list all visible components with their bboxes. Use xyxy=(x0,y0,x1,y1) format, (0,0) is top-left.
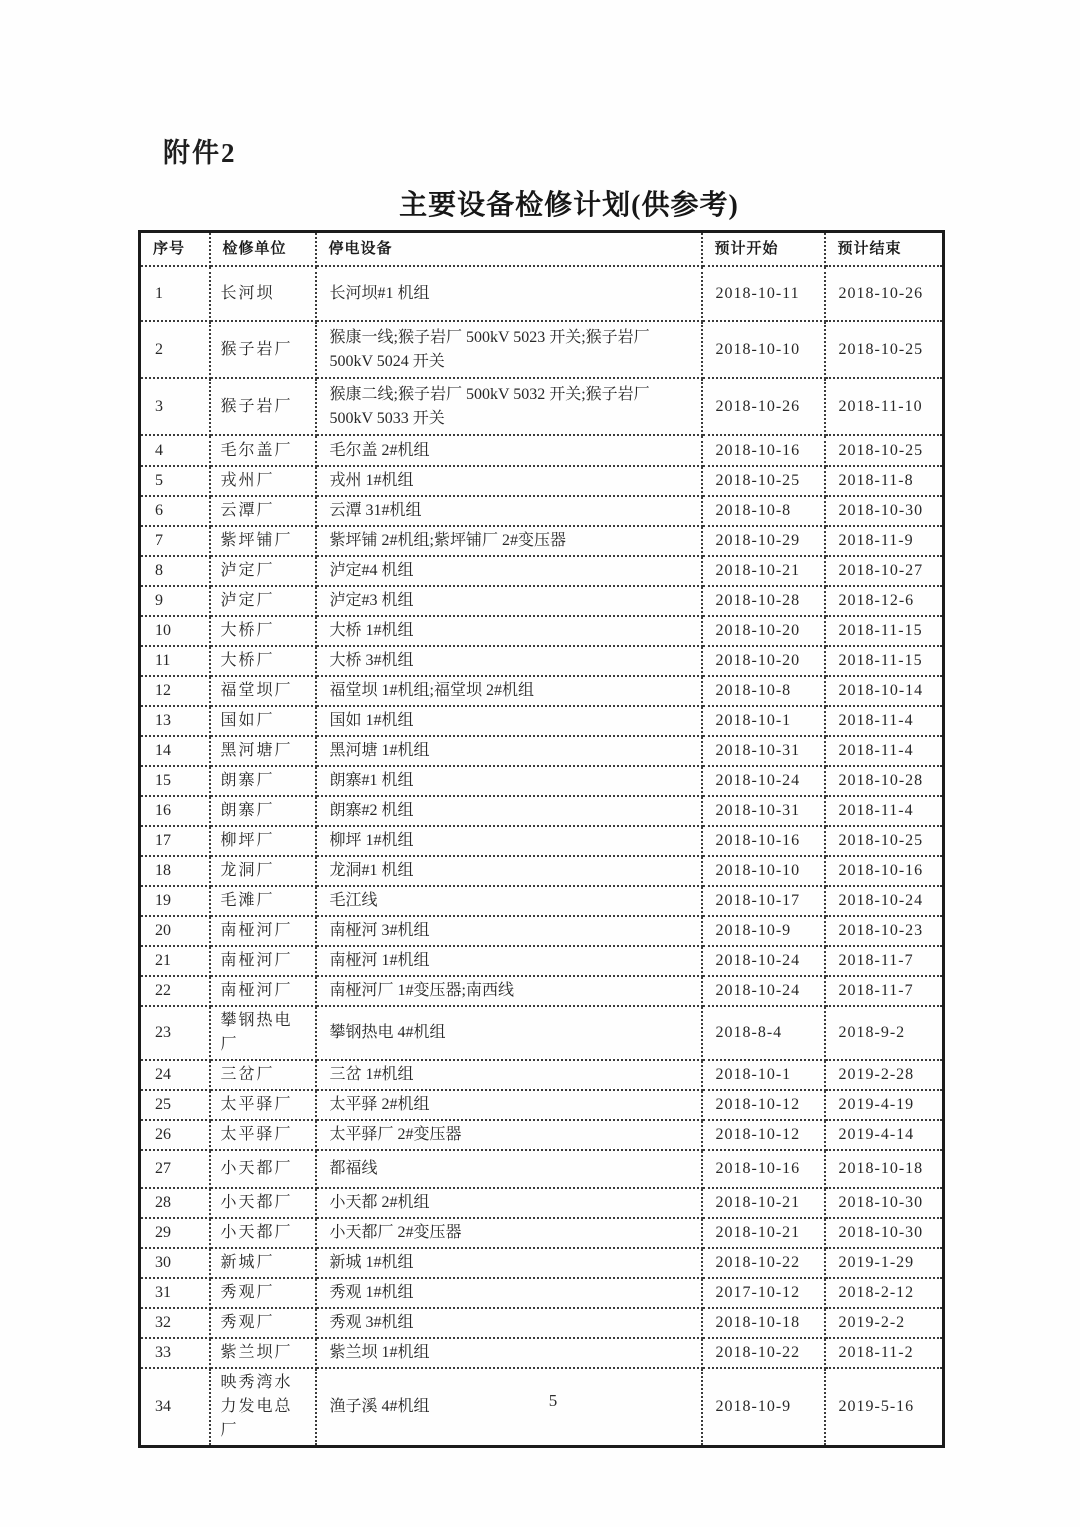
cell-no: 1 xyxy=(140,266,210,321)
cell-no: 25 xyxy=(140,1090,210,1120)
cell-no: 19 xyxy=(140,886,210,916)
cell-end: 2018-11-15 xyxy=(825,616,944,646)
cell-no: 5 xyxy=(140,466,210,496)
cell-no: 22 xyxy=(140,976,210,1006)
cell-no: 17 xyxy=(140,826,210,856)
cell-start: 2018-10-8 xyxy=(702,676,825,706)
cell-end: 2019-1-29 xyxy=(825,1248,944,1278)
cell-equipment: 长河坝#1 机组 xyxy=(316,266,702,321)
table-row xyxy=(140,1278,944,1308)
cell-end: 2018-10-16 xyxy=(825,856,944,886)
cell-start: 2018-10-8 xyxy=(702,496,825,526)
cell-end: 2019-4-14 xyxy=(825,1120,944,1150)
cell-unit: 长河坝 xyxy=(210,266,316,321)
cell-equipment: 黑河塘 1#机组 xyxy=(316,736,702,766)
cell-unit: 朗寨厂 xyxy=(210,766,316,796)
cell-unit: 映秀湾水力发电总厂 xyxy=(210,1368,316,1447)
cell-end: 2018-11-4 xyxy=(825,796,944,826)
cell-no: 21 xyxy=(140,946,210,976)
cell-end: 2019-4-19 xyxy=(825,1090,944,1120)
cell-end: 2018-2-12 xyxy=(825,1278,944,1308)
cell-start: 2018-10-16 xyxy=(702,826,825,856)
cell-start: 2018-10-21 xyxy=(702,1218,825,1248)
table-row xyxy=(140,266,944,321)
cell-start: 2018-10-16 xyxy=(702,435,825,466)
table-row xyxy=(140,736,944,766)
cell-start: 2018-10-18 xyxy=(702,1308,825,1338)
cell-equipment: 朗寨#2 机组 xyxy=(316,796,702,826)
cell-equipment: 攀钢热电 4#机组 xyxy=(316,1006,702,1060)
cell-no: 8 xyxy=(140,556,210,586)
cell-unit: 福堂坝厂 xyxy=(210,676,316,706)
cell-no: 6 xyxy=(140,496,210,526)
cell-unit: 攀钢热电厂 xyxy=(210,1006,316,1060)
table-row xyxy=(140,435,944,466)
cell-end: 2018-9-2 xyxy=(825,1006,944,1060)
cell-start: 2018-10-25 xyxy=(702,466,825,496)
cell-no: 11 xyxy=(140,646,210,676)
table-row xyxy=(140,586,944,616)
maintenance-plan-table xyxy=(138,230,945,1448)
cell-unit: 紫坪铺厂 xyxy=(210,526,316,556)
cell-unit: 龙洞厂 xyxy=(210,856,316,886)
cell-unit: 南桠河厂 xyxy=(210,916,316,946)
cell-end: 2018-10-25 xyxy=(825,321,944,378)
cell-equipment: 国如 1#机组 xyxy=(316,706,702,736)
cell-start: 2018-10-12 xyxy=(702,1090,825,1120)
cell-unit: 猴子岩厂 xyxy=(210,378,316,435)
table-row xyxy=(140,916,944,946)
cell-equipment: 大桥 3#机组 xyxy=(316,646,702,676)
cell-equipment: 渔子溪 4#机组 xyxy=(316,1368,702,1447)
cell-unit: 新城厂 xyxy=(210,1248,316,1278)
cell-end: 2018-10-24 xyxy=(825,886,944,916)
cell-unit: 大桥厂 xyxy=(210,616,316,646)
cell-equipment: 都福线 xyxy=(316,1150,702,1188)
cell-equipment: 三岔 1#机组 xyxy=(316,1060,702,1090)
cell-no: 9 xyxy=(140,586,210,616)
cell-end: 2018-11-8 xyxy=(825,466,944,496)
cell-start: 2018-10-20 xyxy=(702,616,825,646)
table-row xyxy=(140,886,944,916)
cell-unit: 黑河塘厂 xyxy=(210,736,316,766)
cell-equipment: 大桥 1#机组 xyxy=(316,616,702,646)
table-row xyxy=(140,1006,944,1060)
column-header-no: 序号 xyxy=(140,232,210,267)
cell-unit: 泸定厂 xyxy=(210,586,316,616)
cell-end: 2019-2-28 xyxy=(825,1060,944,1090)
cell-unit: 太平驿厂 xyxy=(210,1120,316,1150)
cell-no: 16 xyxy=(140,796,210,826)
table-row xyxy=(140,1338,944,1368)
cell-end: 2018-11-7 xyxy=(825,976,944,1006)
table-row xyxy=(140,496,944,526)
cell-start: 2018-10-12 xyxy=(702,1120,825,1150)
table-row xyxy=(140,676,944,706)
cell-equipment: 新城 1#机组 xyxy=(316,1248,702,1278)
table-row xyxy=(140,1218,944,1248)
table-row xyxy=(140,1060,944,1090)
cell-no: 2 xyxy=(140,321,210,378)
cell-equipment: 泸定#4 机组 xyxy=(316,556,702,586)
cell-equipment: 南桠河厂 1#变压器;南西线 xyxy=(316,976,702,1006)
cell-start: 2018-10-20 xyxy=(702,646,825,676)
cell-end: 2018-11-10 xyxy=(825,378,944,435)
cell-equipment: 戎州 1#机组 xyxy=(316,466,702,496)
cell-end: 2018-11-15 xyxy=(825,646,944,676)
cell-equipment: 南桠河 1#机组 xyxy=(316,946,702,976)
cell-no: 28 xyxy=(140,1188,210,1218)
column-header-equipment: 停电设备 xyxy=(316,232,702,267)
cell-equipment: 猴康一线;猴子岩厂 500kV 5023 开关;猴子岩厂 500kV 5024 开关 xyxy=(316,321,702,378)
cell-unit: 国如厂 xyxy=(210,706,316,736)
cell-equipment: 毛江线 xyxy=(316,886,702,916)
cell-equipment: 太平驿 2#机组 xyxy=(316,1090,702,1120)
column-header-unit: 检修单位 xyxy=(210,232,316,267)
cell-no: 27 xyxy=(140,1150,210,1188)
cell-unit: 毛滩厂 xyxy=(210,886,316,916)
cell-no: 10 xyxy=(140,616,210,646)
table-row xyxy=(140,1188,944,1218)
table-row xyxy=(140,646,944,676)
table-row xyxy=(140,556,944,586)
table-row xyxy=(140,1308,944,1338)
table-row xyxy=(140,466,944,496)
table-row xyxy=(140,766,944,796)
cell-start: 2018-10-21 xyxy=(702,1188,825,1218)
cell-equipment: 紫兰坝 1#机组 xyxy=(316,1338,702,1368)
cell-end: 2018-10-30 xyxy=(825,1188,944,1218)
column-header-end: 预计结束 xyxy=(825,232,944,267)
cell-no: 32 xyxy=(140,1308,210,1338)
cell-end: 2018-10-18 xyxy=(825,1150,944,1188)
cell-no: 26 xyxy=(140,1120,210,1150)
cell-start: 2018-10-28 xyxy=(702,586,825,616)
cell-no: 15 xyxy=(140,766,210,796)
cell-equipment: 朗寨#1 机组 xyxy=(316,766,702,796)
cell-unit: 毛尔盖厂 xyxy=(210,435,316,466)
page-number: 5 xyxy=(548,1391,558,1410)
cell-equipment: 龙洞#1 机组 xyxy=(316,856,702,886)
cell-end: 2018-12-6 xyxy=(825,586,944,616)
cell-equipment: 泸定#3 机组 xyxy=(316,586,702,616)
cell-equipment: 柳坪 1#机组 xyxy=(316,826,702,856)
cell-unit: 戎州厂 xyxy=(210,466,316,496)
cell-end: 2018-10-30 xyxy=(825,1218,944,1248)
table-row xyxy=(140,796,944,826)
cell-end: 2018-10-26 xyxy=(825,266,944,321)
cell-start: 2018-10-9 xyxy=(702,1368,825,1447)
cell-equipment: 南桠河 3#机组 xyxy=(316,916,702,946)
cell-start: 2018-10-10 xyxy=(702,856,825,886)
cell-start: 2018-10-24 xyxy=(702,976,825,1006)
table-row xyxy=(140,1248,944,1278)
cell-no: 31 xyxy=(140,1278,210,1308)
cell-start: 2018-10-26 xyxy=(702,378,825,435)
cell-end: 2018-11-2 xyxy=(825,1338,944,1368)
table-row xyxy=(140,616,944,646)
cell-unit: 南桠河厂 xyxy=(210,946,316,976)
cell-end: 2018-10-25 xyxy=(825,435,944,466)
cell-end: 2019-2-2 xyxy=(825,1308,944,1338)
cell-start: 2017-10-12 xyxy=(702,1278,825,1308)
cell-unit: 三岔厂 xyxy=(210,1060,316,1090)
cell-start: 2018-10-22 xyxy=(702,1248,825,1278)
cell-unit: 云潭厂 xyxy=(210,496,316,526)
cell-no: 20 xyxy=(140,916,210,946)
cell-no: 13 xyxy=(140,706,210,736)
cell-unit: 紫兰坝厂 xyxy=(210,1338,316,1368)
cell-equipment: 太平驿厂 2#变压器 xyxy=(316,1120,702,1150)
cell-end: 2018-10-14 xyxy=(825,676,944,706)
attachment-label: 附件2 xyxy=(163,138,237,168)
cell-start: 2018-10-1 xyxy=(702,1060,825,1090)
cell-no: 4 xyxy=(140,435,210,466)
table-row xyxy=(140,946,944,976)
cell-start: 2018-10-16 xyxy=(702,1150,825,1188)
cell-equipment: 猴康二线;猴子岩厂 500kV 5032 开关;猴子岩厂 500kV 5033 开关 xyxy=(316,378,702,435)
table-row xyxy=(140,976,944,1006)
cell-unit: 柳坪厂 xyxy=(210,826,316,856)
cell-unit: 朗寨厂 xyxy=(210,796,316,826)
table-row xyxy=(140,826,944,856)
cell-no: 30 xyxy=(140,1248,210,1278)
cell-equipment: 小天都厂 2#变压器 xyxy=(316,1218,702,1248)
cell-start: 2018-10-1 xyxy=(702,706,825,736)
cell-equipment: 秀观 3#机组 xyxy=(316,1308,702,1338)
cell-end: 2018-10-28 xyxy=(825,766,944,796)
cell-end: 2018-10-25 xyxy=(825,826,944,856)
cell-end: 2019-5-16 xyxy=(825,1368,944,1447)
cell-start: 2018-10-29 xyxy=(702,526,825,556)
cell-end: 2018-11-7 xyxy=(825,946,944,976)
table-row xyxy=(140,856,944,886)
cell-end: 2018-10-27 xyxy=(825,556,944,586)
cell-unit: 小天都厂 xyxy=(210,1188,316,1218)
table-row xyxy=(140,1120,944,1150)
cell-start: 2018-8-4 xyxy=(702,1006,825,1060)
cell-equipment: 云潭 31#机组 xyxy=(316,496,702,526)
cell-start: 2018-10-22 xyxy=(702,1338,825,1368)
table-row xyxy=(140,706,944,736)
table-body xyxy=(140,266,944,1447)
cell-no: 24 xyxy=(140,1060,210,1090)
page-title: 主要设备检修计划(供参考) xyxy=(399,190,739,221)
cell-equipment: 秀观 1#机组 xyxy=(316,1278,702,1308)
cell-unit: 大桥厂 xyxy=(210,646,316,676)
cell-start: 2018-10-31 xyxy=(702,796,825,826)
cell-end: 2018-11-4 xyxy=(825,736,944,766)
cell-no: 7 xyxy=(140,526,210,556)
cell-unit: 秀观厂 xyxy=(210,1308,316,1338)
cell-start: 2018-10-24 xyxy=(702,946,825,976)
cell-end: 2018-11-4 xyxy=(825,706,944,736)
cell-no: 18 xyxy=(140,856,210,886)
cell-end: 2018-11-9 xyxy=(825,526,944,556)
cell-start: 2018-10-17 xyxy=(702,886,825,916)
cell-unit: 秀观厂 xyxy=(210,1278,316,1308)
cell-equipment: 紫坪铺 2#机组;紫坪铺厂 2#变压器 xyxy=(316,526,702,556)
cell-no: 29 xyxy=(140,1218,210,1248)
table-row xyxy=(140,378,944,435)
cell-end: 2018-10-30 xyxy=(825,496,944,526)
cell-start: 2018-10-10 xyxy=(702,321,825,378)
cell-no: 14 xyxy=(140,736,210,766)
cell-unit: 小天都厂 xyxy=(210,1218,316,1248)
column-header-start: 预计开始 xyxy=(702,232,825,267)
cell-equipment: 福堂坝 1#机组;福堂坝 2#机组 xyxy=(316,676,702,706)
table-row xyxy=(140,526,944,556)
cell-equipment: 小天都 2#机组 xyxy=(316,1188,702,1218)
cell-unit: 泸定厂 xyxy=(210,556,316,586)
cell-unit: 小天都厂 xyxy=(210,1150,316,1188)
table-row xyxy=(140,1090,944,1120)
table-header-row xyxy=(140,232,944,267)
cell-unit: 太平驿厂 xyxy=(210,1090,316,1120)
cell-start: 2018-10-24 xyxy=(702,766,825,796)
cell-no: 23 xyxy=(140,1006,210,1060)
cell-end: 2018-10-23 xyxy=(825,916,944,946)
cell-no: 12 xyxy=(140,676,210,706)
cell-unit: 南桠河厂 xyxy=(210,976,316,1006)
cell-no: 3 xyxy=(140,378,210,435)
cell-start: 2018-10-11 xyxy=(702,266,825,321)
cell-no: 33 xyxy=(140,1338,210,1368)
table-row xyxy=(140,1150,944,1188)
cell-unit: 猴子岩厂 xyxy=(210,321,316,378)
table-row xyxy=(140,321,944,378)
cell-start: 2018-10-31 xyxy=(702,736,825,766)
cell-start: 2018-10-21 xyxy=(702,556,825,586)
cell-equipment: 毛尔盖 2#机组 xyxy=(316,435,702,466)
cell-no: 34 xyxy=(140,1368,210,1447)
cell-start: 2018-10-9 xyxy=(702,916,825,946)
